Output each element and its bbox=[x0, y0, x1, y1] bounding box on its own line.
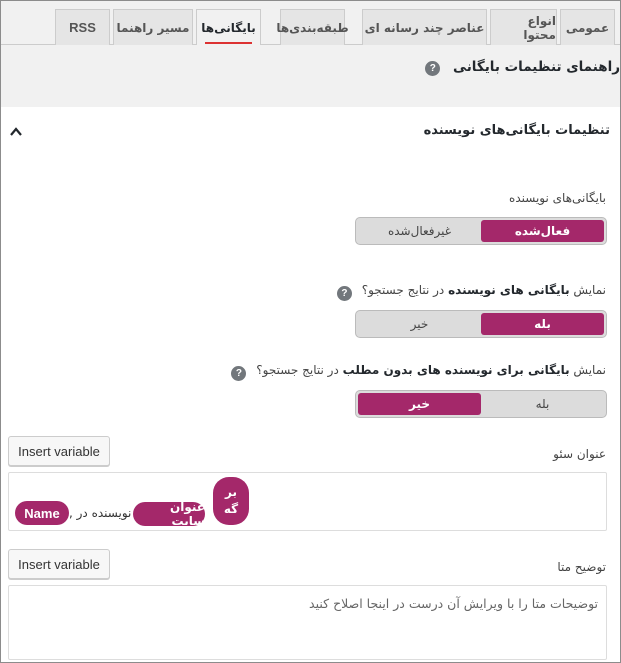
seo-title-label: عنوان سئو bbox=[553, 447, 606, 461]
variable-pill-page[interactable] bbox=[213, 477, 249, 525]
label-bold: بایگانی های نویسنده bbox=[448, 283, 570, 297]
question-icon[interactable]: ? bbox=[337, 286, 352, 301]
tab-media[interactable]: عناصر چند رسانه ای bbox=[362, 9, 487, 45]
pill-page-line1: بر bbox=[225, 485, 237, 499]
show-in-search-label bbox=[337, 283, 606, 301]
tab-rss[interactable]: RSS bbox=[55, 9, 110, 45]
meta-desc-label: توضیح متا bbox=[557, 560, 606, 574]
panel-header[interactable] bbox=[1, 107, 621, 155]
section-title: تنظیمات بایگانی‌های نویسنده bbox=[423, 123, 610, 138]
help-toggle[interactable] bbox=[425, 59, 620, 76]
tab-content-types[interactable]: انواع محتوا bbox=[490, 9, 557, 45]
show-no-posts-label bbox=[231, 363, 606, 381]
seo-title-text: نویسنده در , bbox=[69, 506, 132, 520]
option-no[interactable]: خیر bbox=[358, 393, 481, 415]
pill-page-line2: گه bbox=[223, 502, 239, 516]
question-icon[interactable]: ? bbox=[425, 61, 440, 76]
label-bold: بایگانی برای نویسنده های بدون مطلب bbox=[342, 363, 570, 377]
tab-taxonomies[interactable]: طبقه‌بندی‌ها bbox=[280, 9, 345, 45]
chevron-up-icon[interactable] bbox=[9, 125, 23, 139]
help-title: راهنمای تنظیمات بایگانی bbox=[453, 59, 620, 75]
show-in-search-toggle[interactable] bbox=[355, 310, 607, 338]
option-no[interactable]: خیر bbox=[410, 317, 429, 331]
tab-archives[interactable]: بایگانی‌ها bbox=[196, 9, 261, 46]
tab-general[interactable]: عمومی bbox=[560, 9, 615, 45]
label-post: در نتایج جستجو؟ bbox=[256, 363, 339, 377]
option-yes[interactable]: بله bbox=[535, 397, 550, 411]
option-yes[interactable]: بله bbox=[481, 313, 604, 335]
show-no-posts-toggle[interactable] bbox=[355, 390, 607, 418]
label-pre: نمایش bbox=[573, 283, 606, 297]
tab-breadcrumbs[interactable]: مسیر راهنما bbox=[113, 9, 193, 45]
option-disabled[interactable]: غیرفعال‌شده bbox=[387, 224, 452, 238]
meta-desc-editor[interactable] bbox=[8, 585, 607, 660]
author-archives-toggle[interactable] bbox=[355, 217, 607, 245]
question-icon[interactable]: ? bbox=[231, 366, 246, 381]
variable-pill-site-title[interactable]: عنوان سایت bbox=[133, 502, 205, 526]
label-pre: نمایش bbox=[573, 363, 606, 377]
option-enabled[interactable]: فعال‌شده bbox=[481, 220, 604, 242]
meta-desc-placeholder: توضیحات متا را با ویرایش آن درست در اینجا اصلاح کنید bbox=[309, 596, 598, 611]
tab-bar bbox=[1, 1, 621, 45]
seo-title-editor[interactable] bbox=[8, 472, 607, 531]
author-archives-label: بایگانی‌های نویسنده bbox=[509, 191, 606, 205]
label-post: در نتایج جستجو؟ bbox=[361, 283, 445, 297]
help-row bbox=[1, 45, 621, 107]
author-archives-panel bbox=[1, 107, 621, 663]
insert-variable-button[interactable]: Insert variable bbox=[8, 436, 110, 466]
insert-variable-button[interactable]: Insert variable bbox=[8, 549, 110, 579]
variable-pill-name[interactable]: Name bbox=[15, 501, 69, 525]
